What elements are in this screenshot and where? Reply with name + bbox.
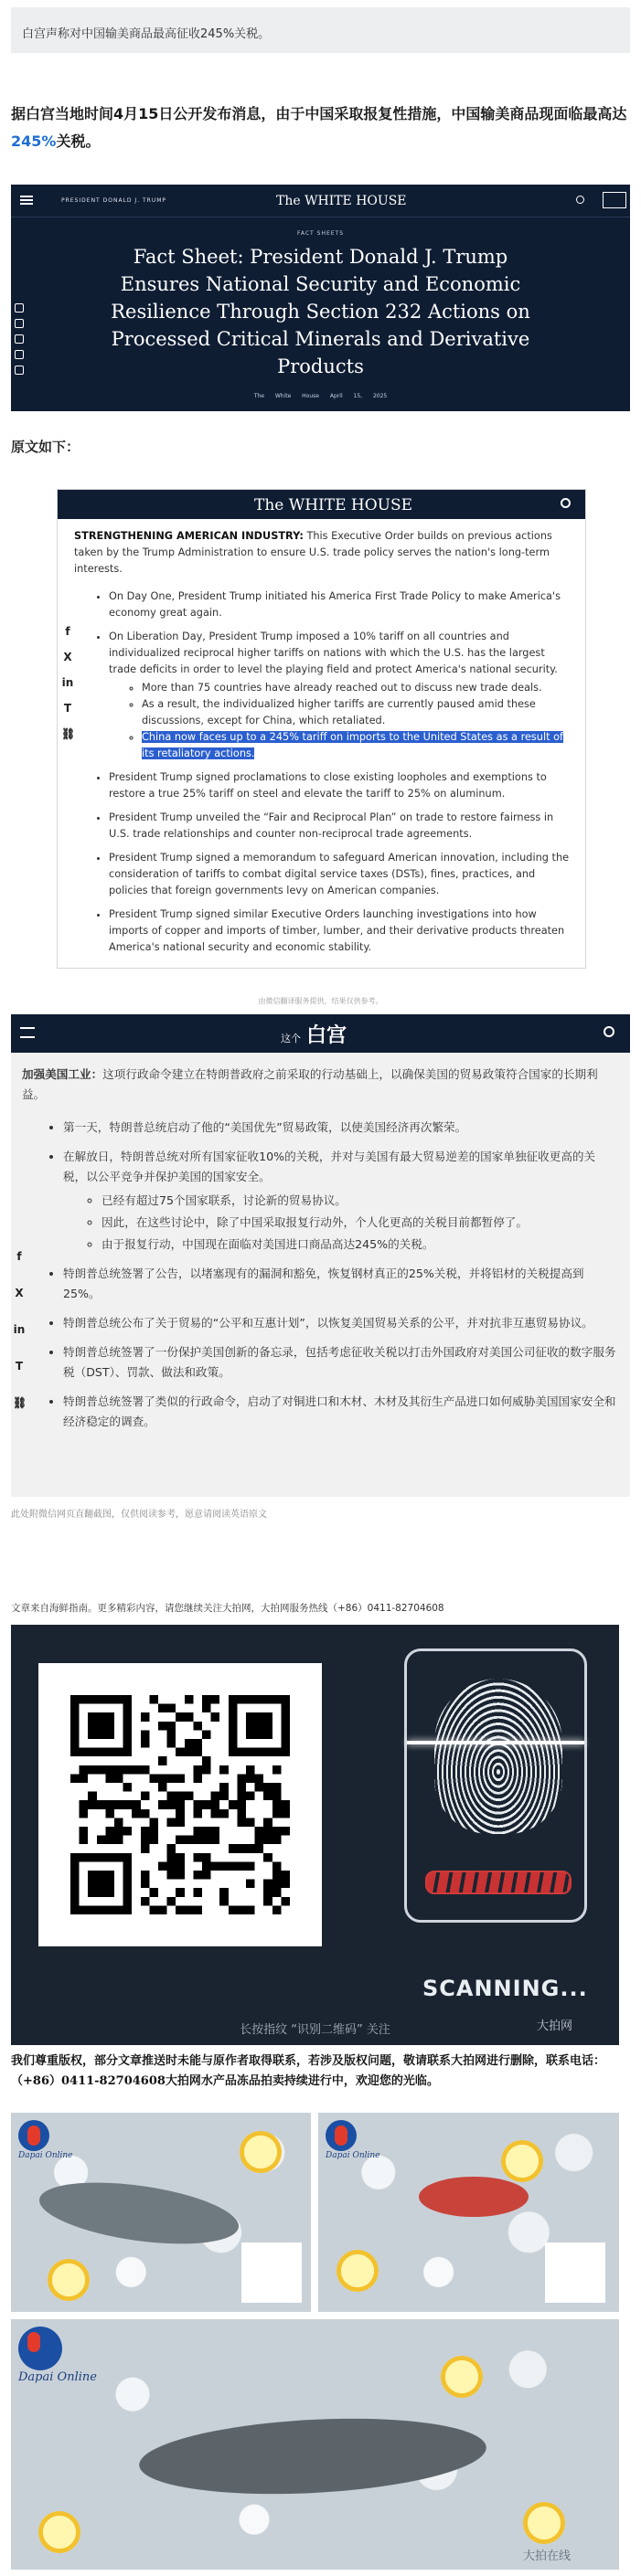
facebook-icon[interactable] xyxy=(15,303,24,313)
brand-logo: Dapai Online xyxy=(18,2327,119,2384)
menu-icon[interactable] xyxy=(20,196,33,205)
linkedin-icon[interactable] xyxy=(15,334,24,344)
top-bar xyxy=(58,490,586,519)
list-item: • President Trump signed similar Executive Orders launching investigations into how imports of copper and imports of timber, lumber, and their derivative products threaten America's national security and economic stability. xyxy=(109,906,575,956)
text-size-icon[interactable] xyxy=(15,350,24,359)
qr-hint: 长按指纹 “识别二维码” 关注 xyxy=(240,2023,390,2037)
search-icon[interactable] xyxy=(561,498,571,508)
list-item: • 特朗普总统签署了一份保护美国创新的备忘录，包括考虑征收关税以打击外国政府对美国公司征收的数字服务税（DST）、罚款、做法和政策。 xyxy=(63,1342,616,1383)
qr-card xyxy=(38,1663,322,1946)
scan-progress-bar xyxy=(425,1871,572,1894)
sub-bullet-list xyxy=(101,1191,616,1255)
article-body xyxy=(22,1065,616,1441)
logo-small: 这个 xyxy=(281,1033,301,1044)
share-rail xyxy=(15,303,27,381)
white-house-header-screenshot xyxy=(11,185,630,411)
qr-code-small[interactable] xyxy=(545,2242,605,2303)
list-item: • On Day One, President Trump initiated his America First Trade Policy to make America's economy great again. xyxy=(109,588,575,621)
disclaimer: 我们尊重版权，部分文章推送时未能与原作者取得联系，若涉及版权问题，敬请联系大拍网进行删除，联系电话：（+86）0411-82704608大拍网水产品冻品拍卖持续进行中，欢迎您的光临。 xyxy=(11,2054,606,2088)
link-icon[interactable] xyxy=(15,366,24,375)
list-item: • 特朗普总统签署了类似的行政命令，启动了对铜进口和木材、木材及其衍生产品进口如何威胁美国国家安全和经济稳定的调查。 xyxy=(63,1392,616,1432)
text-size-icon[interactable]: T xyxy=(15,1360,24,1373)
byline-author: The White House xyxy=(253,393,319,399)
screenshot-note: 此处附微信网页直翻截图，仅供阅读参考，愿意请阅读英语原文 xyxy=(11,1510,267,1520)
byline-date: April 15, 2025 xyxy=(329,393,388,399)
intro-text: 这项行政命令建立在特朗普政府之前采取的行动基础上，以确保美国的贸易政策符合国家的长期利益。 xyxy=(22,1067,598,1101)
bullet-list xyxy=(63,1118,616,1432)
watermark: 大拍在线 xyxy=(523,2549,572,2563)
linkedin-icon[interactable]: in xyxy=(61,676,74,689)
intro-paragraph xyxy=(22,1065,616,1105)
list-item: • President Trump signed proclamations to close existing loopholes and exemptions to restore a true 25% tariff on steel and elevate the tariff to 25% on aluminum. xyxy=(109,769,575,802)
fingerprint-panel xyxy=(404,1648,587,1923)
sub-list-item-highlighted[interactable] xyxy=(142,729,575,762)
facebook-icon[interactable]: f xyxy=(65,625,70,638)
building-icon xyxy=(603,192,626,208)
lead-text: 据白宫当地时间4月15日公开发布消息，由于中国采取报复性措施，中国输美商品现面临最高达 xyxy=(11,105,627,122)
intro-bold: STRENGTHENING AMERICAN INDUSTRY: xyxy=(74,530,304,542)
logo-big: 白宫 xyxy=(306,1024,347,1047)
byline xyxy=(11,393,630,399)
x-icon[interactable] xyxy=(15,319,24,328)
lead-tail: 关税。 xyxy=(56,133,101,150)
brand-logo: Dapai Online xyxy=(18,2120,82,2160)
lead-paragraph xyxy=(11,101,630,155)
qr-code-small[interactable] xyxy=(241,2242,302,2303)
sub-list-item: ◦ More than 75 countries have already reached out to discuss new trade deals. xyxy=(142,680,575,696)
fingerprint-icon[interactable] xyxy=(434,1679,562,1834)
white-house-logo[interactable]: The WHITE HOUSE xyxy=(254,496,413,514)
lead-highlight: 245% xyxy=(11,133,57,150)
scanning-label: SCANNING... xyxy=(422,1976,588,2001)
fish-image xyxy=(419,2177,529,2217)
text-size-icon[interactable]: T xyxy=(63,702,72,715)
photo-fish-2 xyxy=(318,2113,619,2312)
brand-logo: Dapai Online xyxy=(326,2120,390,2160)
page-title: Fact Sheet: President Donald J. Trump Ensures National Security and Economic Resilience Through Section 232 Actions on Processed Critical Minerals and Derivative Products xyxy=(111,246,530,377)
summary-text: 白宫声称对中国输美商品最高征收245%关税。 xyxy=(22,27,271,41)
top-bar xyxy=(11,185,630,217)
intro-bold: 加强美国工业： xyxy=(22,1067,103,1081)
white-house-logo[interactable] xyxy=(281,1020,347,1048)
qr-banner xyxy=(11,1625,619,2045)
kicker[interactable]: FACT SHEETS xyxy=(296,230,345,237)
intro-text: This Executive Order builds on previous actions taken by the Trump Administration to ensure U.S. trade policy serves the nation's long-term interests. xyxy=(74,530,552,575)
summary-box xyxy=(11,7,630,53)
source-line: 文章来自海鲜指南。更多精彩内容，请您继续关注大拍网，大拍网服务热线（+86）0411-82704608 xyxy=(11,1603,444,1614)
menu-icon[interactable] xyxy=(20,1027,35,1038)
sub-list-item: ◦ As a result, the individualized higher tariffs are currently paused amid these discussions, except for China, which retaliated. xyxy=(142,696,575,729)
scan-line xyxy=(407,1741,584,1744)
bullet-list xyxy=(109,588,575,956)
translated-screenshot xyxy=(11,1014,630,1497)
photo-fish-1 xyxy=(11,2113,311,2312)
qr-code[interactable] xyxy=(70,1695,290,1914)
list-item: • 第一天，特朗普总统启动了他的“美国优先”贸易政策，以使美国经济再次繁荣。 xyxy=(63,1118,616,1138)
product-photos xyxy=(11,2113,619,2570)
list-item xyxy=(63,1147,616,1255)
list-item-text: 在解放日，特朗普总统对所有国家征收10%的关税，并对与美国有最大贸易逆差的国家单独征收更高的关税，以公平竞争并保护美国的国家安全。 xyxy=(63,1150,596,1183)
sub-list-item: ◦ 由于报复行动，中国现在面临对美国进口商品高达245%的关税。 xyxy=(101,1235,616,1255)
intro-paragraph xyxy=(74,528,575,578)
photo-fish-3 xyxy=(11,2319,619,2570)
translation-note: 由微信翻译服务提供，结果仅供参考。 xyxy=(258,997,383,1005)
linkedin-icon[interactable]: in xyxy=(13,1323,26,1336)
list-item: • President Trump unveiled the “Fair and Reciprocal Plan” on trade to restore fairness in U.S. trade relationships and counter non-reciprocal trade agreements. xyxy=(109,810,575,843)
selected-text[interactable]: China now faces up to a 245% tariff on imports to the United States as a result of its retaliatory actions. xyxy=(142,731,564,759)
sub-list-item: ◦ 因此，在这些讨论中，除了中国采取报复行动外，个人化更高的关税目前都暂停了。 xyxy=(101,1213,616,1233)
list-item-text: On Liberation Day, President Trump imposed a 10% tariff on all countries and individualized reciprocal higher tariffs on nations with which the U.S. has the largest trade deficits in order to level the playing field and protect America's national security. xyxy=(109,631,558,675)
search-icon[interactable] xyxy=(576,196,584,204)
search-icon[interactable] xyxy=(604,1026,614,1037)
presidential-label: PRESIDENT DONALD J. TRUMP xyxy=(61,197,167,204)
facebook-icon[interactable]: f xyxy=(16,1250,22,1263)
sub-list-item: ◦ 已经有超过75个国家联系，讨论新的贸易协议。 xyxy=(101,1191,616,1211)
list-item: • 特朗普总统签署了公告，以堵塞现有的漏洞和豁免，恢复钢材真正的25%关税，并将铝材的关税提高到25%。 xyxy=(63,1264,616,1304)
x-icon[interactable]: X xyxy=(15,1287,24,1299)
link-icon[interactable]: ⛓ xyxy=(61,727,76,740)
list-item xyxy=(109,629,575,762)
list-item: • President Trump signed a memorandum to safeguard American innovation, including the consideration of tariffs to combat digital service taxes (DSTs), fines, practices, and policies that foreign governments levy on American companies. xyxy=(109,850,575,899)
sub-bullet-list xyxy=(142,680,575,762)
link-icon[interactable]: ⛓ xyxy=(13,1396,27,1409)
list-item: • 特朗普总统公布了关于贸易的“公平和互惠计划”，以恢复美国贸易关系的公平，并对抗非互惠贸易协议。 xyxy=(63,1313,616,1333)
x-icon[interactable]: X xyxy=(63,651,72,663)
article-body xyxy=(74,528,575,963)
english-original-screenshot xyxy=(57,489,586,969)
white-house-logo[interactable]: The WHITE HOUSE xyxy=(276,194,407,208)
watermark: 大拍网 xyxy=(537,2019,573,2033)
original-label: 原文如下： xyxy=(11,439,80,455)
top-bar xyxy=(11,1014,630,1053)
